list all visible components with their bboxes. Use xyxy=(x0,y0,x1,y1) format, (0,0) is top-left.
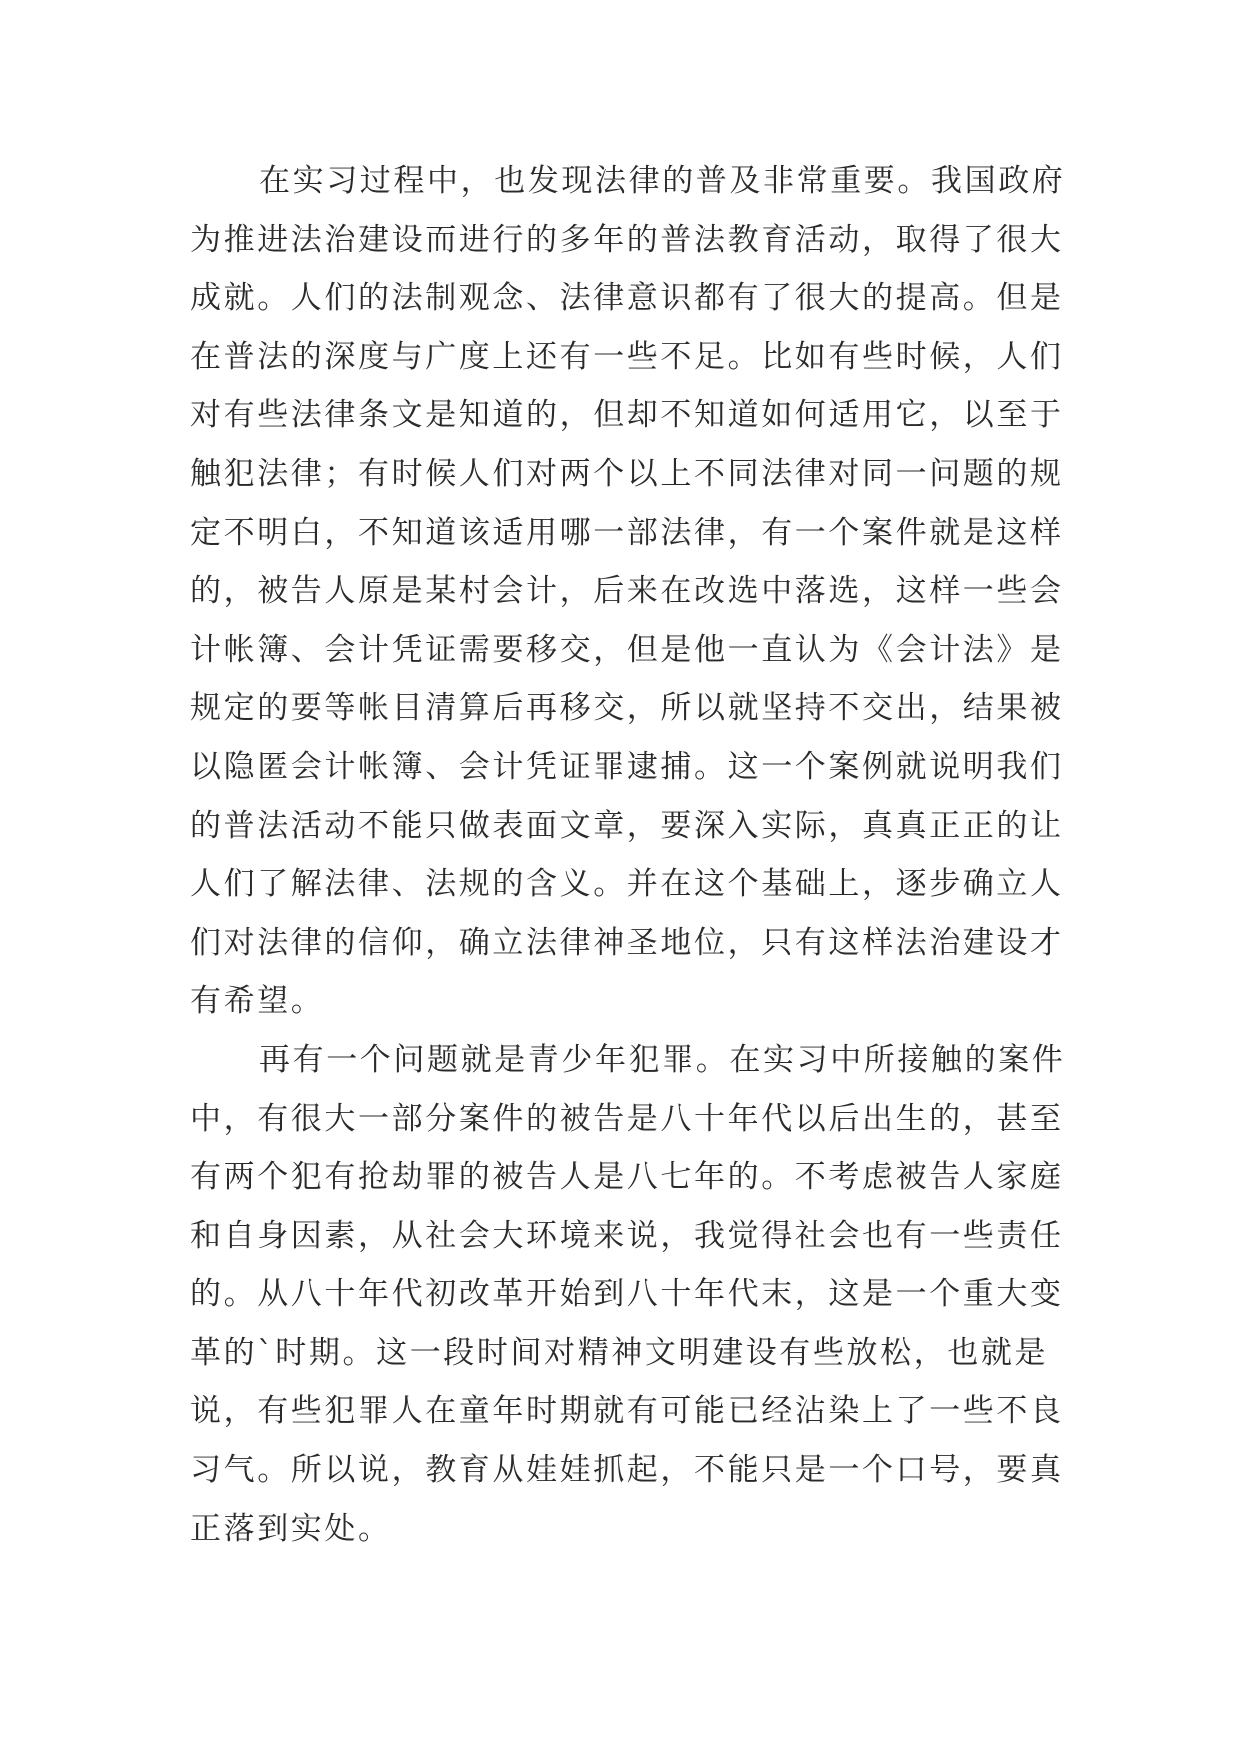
text-line: 人们了解法律、法规的含义。并在这个基础上，逐步确立人 xyxy=(190,866,1064,903)
text-line: 成就。人们的法制观念、法律意识都有了很大的提高。但是 xyxy=(190,280,1064,317)
text-line: 有希望。 xyxy=(190,983,325,1020)
text-line: 定不明白，不知道该适用哪一部法律，有一个案件就是这样 xyxy=(190,514,1064,551)
text-line: 有两个犯有抢劫罪的被告人是八七年的。不考虑被告人家庭 xyxy=(190,1159,1064,1196)
text-line: 的普法活动不能只做表面文章，要深入实际，真真正正的让 xyxy=(190,807,1064,844)
body-text xyxy=(190,152,1066,1558)
text-line: 规定的要等帐目清算后再移交，所以就坚持不交出，结果被 xyxy=(190,690,1064,727)
paragraph-youth-crime xyxy=(190,1031,1066,1558)
text-line: 革的`时期。这一段时间对精神文明建设有些放松，也就是 xyxy=(190,1334,1049,1371)
text-line: 习气。所以说，教育从娃娃抓起，不能只是一个口号，要真 xyxy=(190,1452,1064,1489)
text-line: 们对法律的信仰，确立法律神圣地位，只有这样法治建设才 xyxy=(190,924,1064,961)
paragraph-law-popularization xyxy=(190,152,1066,1031)
text-line: 以隐匿会计帐簿、会计凭证罪逮捕。这一个案例就说明我们 xyxy=(190,748,1064,785)
text-line: 再有一个问题就是青少年犯罪。在实习中所接触的案件 xyxy=(259,1041,1066,1078)
text-line: 说，有些犯罪人在童年时期就有可能已经沾染上了一些不良 xyxy=(190,1393,1064,1430)
text-line: 计帐簿、会计凭证需要移交，但是他一直认为《会计法》是 xyxy=(190,631,1064,668)
text-line: 为推进法治建设而进行的多年的普法教育活动，取得了很大 xyxy=(190,221,1064,258)
text-line: 触犯法律；有时候人们对两个以上不同法律对同一问题的规 xyxy=(190,455,1064,492)
text-line: 的，被告人原是某村会计，后来在改选中落选，这样一些会 xyxy=(190,573,1064,610)
text-line: 在实习过程中，也发现法律的普及非常重要。我国政府 xyxy=(259,163,1066,199)
text-line: 正落到实处。 xyxy=(190,1510,392,1547)
text-line: 在普法的深度与广度上还有一些不足。比如有些时候，人们 xyxy=(190,338,1064,375)
text-line: 的。从八十年代初改革开始到八十年代末，这是一个重大变 xyxy=(190,1276,1064,1313)
text-line: 中，有很大一部分案件的被告是八十年代以后出生的，甚至 xyxy=(190,1100,1064,1137)
text-line: 和自身因素，从社会大环境来说，我觉得社会也有一些责任 xyxy=(190,1217,1064,1254)
text-line: 对有些法律条文是知道的，但却不知道如何适用它，以至于 xyxy=(190,397,1064,434)
